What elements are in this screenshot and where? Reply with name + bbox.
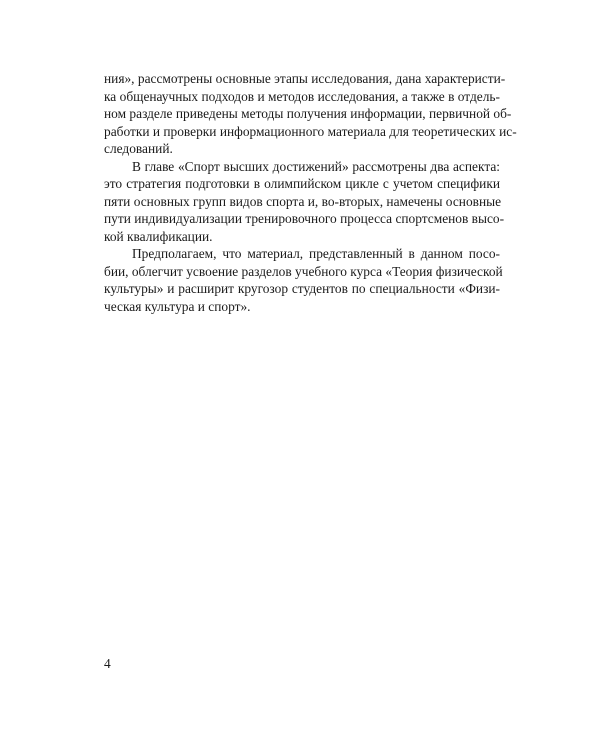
text-line: следований. <box>104 141 173 156</box>
text-line: ния», рассмотрены основные этапы исследования, дана характеристи- <box>104 71 506 86</box>
text-line: пяти основных групп видов спорта и, во-вторых, намечены основные <box>104 193 502 209</box>
text-line: культуры» и расширит кругозор студентов по специальности «Физи- <box>104 281 500 296</box>
text-line: работки и проверки информационного материала для теоретических ис- <box>104 123 517 139</box>
text-line: ка общенаучных подходов и методов исследования, а также в отдель- <box>104 88 500 104</box>
text-line: это стратегия подготовки в олимпийском цикле с учетом специфики <box>104 176 500 191</box>
paragraph-2 <box>104 158 505 246</box>
text-line: В главе «Спорт высших достижений» рассмотрены два аспекта: <box>132 158 500 174</box>
paragraph-3 <box>104 245 503 315</box>
page-number: 4 <box>104 656 111 671</box>
body-text <box>104 70 517 315</box>
text-line: Предполагаем, что материал, представленный в данном посо- <box>132 246 500 261</box>
text-line: бии, облегчит усвоение разделов учебного курса «Теория физической <box>104 263 503 279</box>
text-line: кой квалификации. <box>104 228 213 244</box>
text-line: ческая культура и спорт». <box>104 298 251 314</box>
text-line: ном разделе приведены методы получения информации, первичной об- <box>104 106 512 121</box>
paragraph-1 <box>104 70 517 158</box>
text-line: пути индивидуализации тренировочного процесса спортсменов высо- <box>104 211 505 226</box>
